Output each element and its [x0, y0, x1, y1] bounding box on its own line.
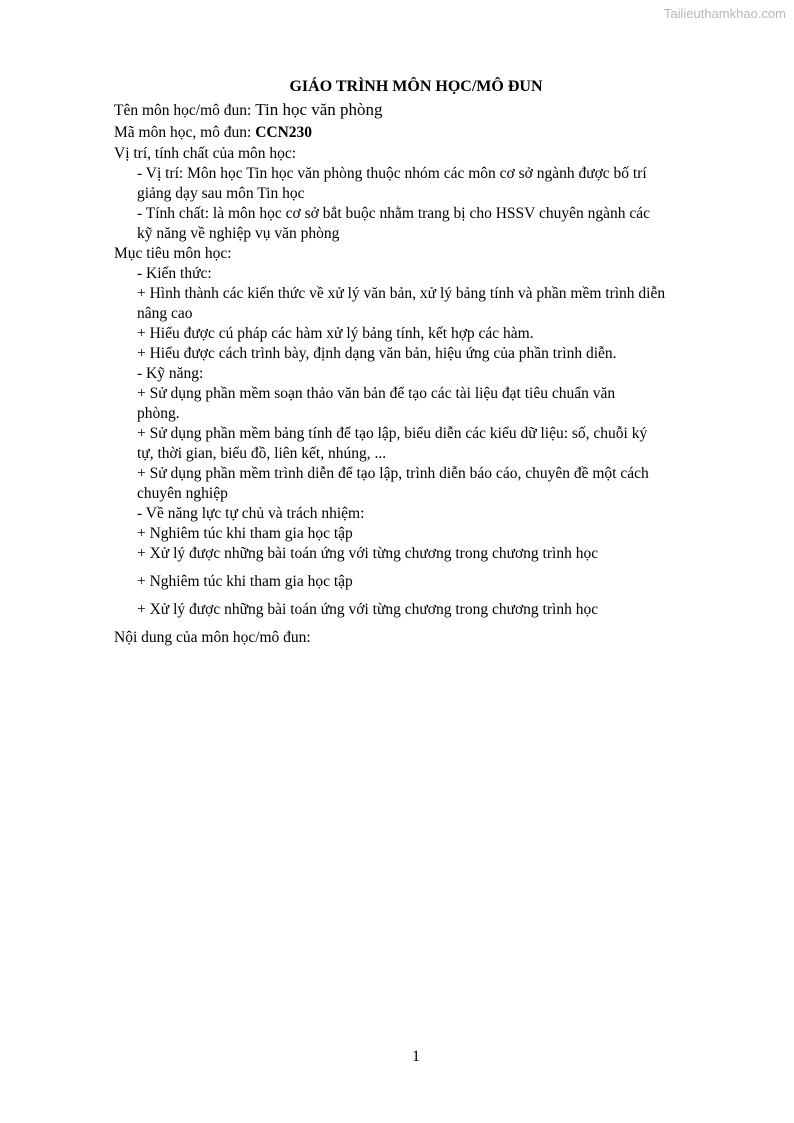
skill-item-3-line-2: chuyên nghiệp: [137, 485, 228, 502]
skill-item-1-line-1: + Sử dụng phần mềm soạn thảo văn bản để tạo các tài liệu đạt tiêu chuẩn văn: [137, 385, 616, 402]
objectives-heading: Mục tiêu môn học:: [114, 245, 232, 262]
position-heading: Vị trí, tính chất của môn học:: [114, 145, 297, 162]
course-name-line: [114, 101, 383, 120]
skills-heading: - Kỹ năng:: [137, 365, 204, 382]
skill-item-1-line-2: phòng.: [137, 405, 180, 422]
course-name-value: Tin học văn phòng: [255, 100, 383, 119]
nature-line-2: kỹ năng về nghiệp vụ văn phòng: [137, 225, 340, 242]
autonomy-item-1: + Nghiêm túc khi tham gia học tập: [137, 525, 353, 542]
page-number: 1: [412, 1048, 420, 1065]
watermark: Tailieuthamkhao.com: [663, 6, 786, 21]
course-name-label: Tên môn học/mô đun:: [114, 102, 256, 119]
skill-item-2-line-1: + Sử dụng phần mềm bảng tính để tạo lập, biểu diễn các kiểu dữ liệu: số, chuỗi ký: [137, 425, 648, 442]
course-code-label: Mã môn học, mô đun:: [114, 124, 256, 141]
skill-item-2-line-2: tự, thời gian, biểu đồ, liên kết, nhúng, ...: [137, 445, 387, 462]
knowledge-heading: - Kiến thức:: [137, 265, 212, 282]
location-line-2: giảng dạy sau môn Tin học: [137, 185, 305, 202]
course-code-value: CCN230: [255, 124, 313, 141]
document-title: GIÁO TRÌNH MÔN HỌC/MÔ ĐUN: [289, 78, 543, 95]
skill-item-3-line-1: + Sử dụng phần mềm trình diễn để tạo lập, trình diễn báo cáo, chuyên đề một cách: [137, 465, 649, 482]
knowledge-item-1-line-2: nâng cao: [137, 305, 193, 322]
location-line-1: - Vị trí: Môn học Tin học văn phòng thuộc nhóm các môn cơ sở ngành được bố trí: [137, 165, 647, 182]
course-code-line: [114, 124, 312, 142]
autonomy-heading: - Về năng lực tự chủ và trách nhiệm:: [137, 505, 365, 522]
autonomy-item-4: + Xử lý được những bài toán ứng với từng chương trong chương trình học: [137, 601, 599, 618]
autonomy-item-2: + Xử lý được những bài toán ứng với từng chương trong chương trình học: [137, 545, 599, 562]
knowledge-item-3: + Hiểu được cách trình bày, định dạng văn bản, hiệu ứng của phần trình diễn.: [137, 345, 617, 362]
autonomy-item-3: + Nghiêm túc khi tham gia học tập: [137, 573, 353, 590]
content-heading: Nội dung của môn học/mô đun:: [114, 629, 311, 646]
knowledge-item-1-line-1: + Hình thành các kiến thức về xử lý văn bản, xử lý bảng tính và phần mềm trình diễn: [137, 285, 666, 302]
knowledge-item-2: + Hiểu được cú pháp các hàm xử lý bảng tính, kết hợp các hàm.: [137, 325, 534, 342]
nature-line-1: - Tính chất: là môn học cơ sở bắt buộc nhằm trang bị cho HSSV chuyên ngành các: [137, 205, 650, 222]
